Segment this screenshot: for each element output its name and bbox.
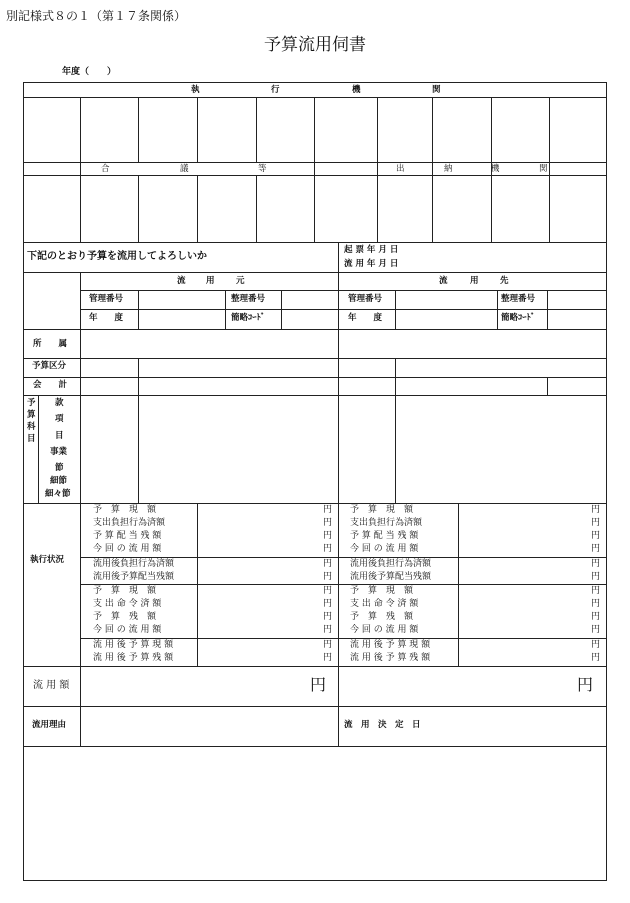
l-g4-0: 流 用 後 予 算 現 額	[93, 640, 174, 650]
yen-r-1: 円	[591, 518, 601, 528]
kamoku-jigyo: 事業	[50, 447, 68, 457]
src-kanri-label: 管理番号	[89, 294, 124, 304]
decision-date-label: 流 用 決 定 日	[344, 720, 421, 730]
l-g3-0: 予 算 現 額	[93, 586, 157, 596]
l-g3-3: 今 回 の 流 用 額	[93, 625, 162, 635]
src-code-label: 簡略ｺｰﾄﾞ	[231, 313, 266, 323]
hdr-shikkou-3: 関	[432, 85, 441, 95]
hdr-gougi-1: 議	[180, 164, 189, 174]
r-g2-0: 流用後負担行為済額	[350, 559, 432, 569]
l-g2-0: 流用後負担行為済額	[93, 559, 175, 569]
row-shozoku: 所 属	[33, 339, 68, 349]
l-g1-2: 予 算 配 当 残 額	[93, 531, 162, 541]
kamoku-kou: 項	[55, 414, 64, 424]
amount-label: 流 用 額	[33, 680, 70, 691]
fiscal-year-field[interactable]: 年度（ ）	[62, 67, 117, 77]
r-g4-0: 流 用 後 予 算 現 額	[350, 640, 431, 650]
r-g4-1: 流 用 後 予 算 残 額	[350, 653, 431, 663]
yen-l-4: 円	[323, 559, 333, 569]
r-g1-2: 予 算 配 当 残 額	[350, 531, 419, 541]
yen-r-5: 円	[591, 572, 601, 582]
yen-r-6: 円	[591, 586, 601, 596]
yen-r-2: 円	[591, 531, 601, 541]
yen-l-9: 円	[323, 625, 333, 635]
yen-l-7: 円	[323, 599, 333, 609]
request-text: 下記のとおり予算を流用してよろしいか	[27, 251, 207, 262]
kamoku-setsu: 節	[55, 463, 64, 473]
row-kaikei: 会 計	[33, 380, 68, 390]
l-g4-1: 流 用 後 予 算 残 額	[93, 653, 174, 663]
yen-l-2: 円	[323, 531, 333, 541]
yen-r-4: 円	[591, 559, 601, 569]
row-yosan-kubun: 予算区分	[32, 361, 67, 371]
kamoku-v-0: 予	[27, 398, 36, 408]
r-g3-2: 予 算 残 額	[350, 612, 414, 622]
l-g2-1: 流用後予算配当残額	[93, 572, 175, 582]
yen-l-0: 円	[323, 505, 333, 515]
notes-area[interactable]	[24, 747, 605, 879]
r-g1-3: 今 回 の 流 用 額	[350, 544, 419, 554]
hdr-suitou-2: 機	[491, 164, 500, 174]
r-g1-1: 支出負担行為済額	[350, 518, 423, 528]
src-title-1: 用	[206, 276, 215, 286]
kamoku-saisetsu: 細節	[50, 476, 68, 486]
hdr-gougi-0: 合	[101, 164, 110, 174]
hdr-suitou-1: 納	[444, 164, 453, 174]
amount-yen-right: 円	[577, 675, 594, 694]
yen-l-3: 円	[323, 544, 333, 554]
kamoku-v-2: 科	[27, 422, 36, 432]
kamoku-moku: 目	[55, 431, 64, 441]
l-g1-1: 支出負担行為済額	[93, 518, 166, 528]
l-g1-3: 今 回 の 流 用 額	[93, 544, 162, 554]
yen-l-11: 円	[323, 653, 333, 663]
dst-title-2: 先	[500, 276, 509, 286]
r-g2-1: 流用後予算配当残額	[350, 572, 432, 582]
status-label: 執行状況	[30, 555, 65, 565]
r-g3-1: 支 出 命 令 済 額	[350, 599, 419, 609]
amount-yen-left: 円	[310, 675, 327, 694]
dst-code-label: 簡略ｺｰﾄﾞ	[501, 313, 536, 323]
yen-l-5: 円	[323, 572, 333, 582]
hdr-shikkou-2: 機	[352, 85, 361, 95]
yen-r-7: 円	[591, 599, 601, 609]
hdr-suitou-3: 関	[539, 164, 548, 174]
src-seiri-label: 整理番号	[231, 294, 266, 304]
dst-title-0: 流	[439, 276, 448, 286]
ryuyo-date[interactable]: 流 用 年 月 日	[344, 259, 399, 269]
kamoku-v-1: 算	[27, 410, 36, 420]
page-title: 予算流用伺書	[264, 35, 366, 55]
r-g1-0: 予 算 現 額	[350, 505, 414, 515]
hdr-gougi-2: 等	[258, 164, 267, 174]
dst-title-1: 用	[470, 276, 479, 286]
dst-seiri-label: 整理番号	[501, 294, 536, 304]
yen-r-0: 円	[591, 505, 601, 515]
kamoku-saisaisetsu: 細々節	[45, 489, 71, 499]
r-g3-3: 今 回 の 流 用 額	[350, 625, 419, 635]
r-g3-0: 予 算 現 額	[350, 586, 414, 596]
kamoku-kan: 款	[55, 398, 64, 408]
yen-l-6: 円	[323, 586, 333, 596]
dst-kanri-label: 管理番号	[348, 294, 383, 304]
l-g3-2: 予 算 残 額	[93, 612, 157, 622]
yen-l-1: 円	[323, 518, 333, 528]
yen-l-8: 円	[323, 612, 333, 622]
hdr-suitou-0: 出	[396, 164, 405, 174]
src-title-2: 元	[236, 276, 245, 286]
yen-r-8: 円	[591, 612, 601, 622]
hdr-shikkou-1: 行	[271, 85, 280, 95]
dst-nendo-label: 年 度	[348, 313, 383, 323]
yen-r-11: 円	[591, 653, 601, 663]
kihyo-date[interactable]: 起 票 年 月 日	[344, 245, 399, 255]
yen-r-9: 円	[591, 625, 601, 635]
yen-r-3: 円	[591, 544, 601, 554]
l-g3-1: 支 出 命 令 済 額	[93, 599, 162, 609]
l-g1-0: 予 算 現 額	[93, 505, 157, 515]
reason-label: 流用理由	[32, 720, 67, 730]
src-nendo-label: 年 度	[89, 313, 124, 323]
form-label: 別記様式８の１（第１７条関係）	[6, 9, 187, 23]
src-title-0: 流	[177, 276, 186, 286]
kamoku-v-3: 目	[27, 434, 36, 444]
hdr-shikkou-0: 執	[191, 85, 200, 95]
yen-r-10: 円	[591, 640, 601, 650]
yen-l-10: 円	[323, 640, 333, 650]
